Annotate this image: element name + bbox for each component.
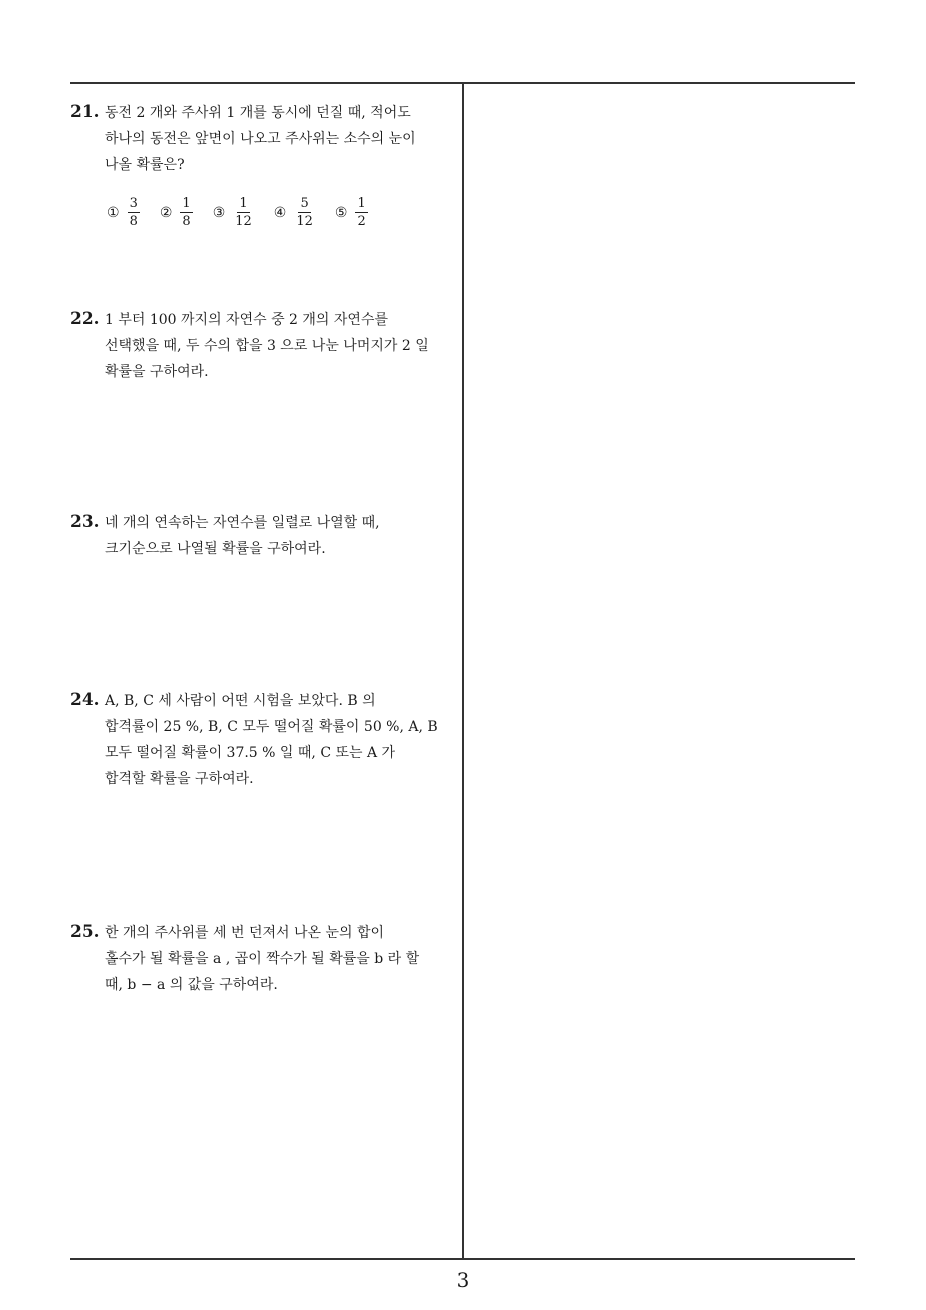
numerator: 3: [129, 196, 138, 211]
denominator: 8: [129, 214, 138, 229]
problem-23: [70, 510, 455, 562]
denominator: 2: [357, 214, 366, 229]
denominator: 12: [235, 214, 252, 229]
choice-mark: ④: [273, 204, 287, 221]
bottom-rule: [70, 1258, 855, 1260]
problem-number: 25.: [70, 922, 100, 942]
problem-text: 1 부터 100 까지의 자연수 중 2 개의 자연수를 선택했을 때, 두 수의 합을 3 으로 나눈 나머지가 2 일 확률을 구하여라.: [105, 312, 429, 380]
problem-text: 네 개의 연속하는 자연수를 일렬로 나열할 때, 크기순으로 나열될 확률을 구하여라.: [105, 515, 380, 557]
denominator: 8: [182, 214, 191, 229]
problem-text: 한 개의 주사위를 세 번 던져서 나온 눈의 합이 홀수가 될 확률을 a , 곱이 짝수가 될 확률을 b 라 할 때, b − a 의 값을 구하여라.: [105, 925, 420, 993]
problem-number: 24.: [70, 690, 100, 710]
fraction: [355, 196, 367, 229]
fraction: [180, 196, 192, 229]
problem-text: 동전 2 개와 주사위 1 개를 동시에 던질 때, 적어도 하나의 동전은 앞면이 나오고 주사위는 소수의 눈이 나올 확률은?: [105, 105, 416, 173]
problem-text: A, B, C 세 사람이 어떤 시험을 보았다. B 의 합격률이 25 %, B, C 모두 떨어질 확률이 50 %, A, B 모두 떨어질 확률이 37.5 % 일 때, C 또는 A 가 합격할 확률을 구하여라.: [105, 693, 438, 787]
problem-24: [70, 688, 455, 792]
choice-mark: ②: [159, 204, 173, 221]
fraction: [128, 196, 140, 229]
fraction: [233, 196, 254, 229]
problem-25: [70, 920, 455, 998]
answer-choices: [107, 196, 455, 229]
problem-21: [70, 100, 455, 229]
problem-number: 21.: [70, 102, 100, 122]
choice-mark: ⑤: [334, 204, 348, 221]
numerator: 5: [300, 196, 309, 211]
choice-mark: ③: [212, 204, 226, 221]
numerator: 1: [357, 196, 366, 211]
problem-number: 22.: [70, 309, 100, 329]
choice-1: [107, 196, 140, 229]
choice-3: [213, 196, 254, 229]
fraction: [294, 196, 315, 229]
choice-5: [335, 196, 368, 229]
problem-22: [70, 307, 455, 385]
page-number: 3: [456, 1268, 470, 1292]
choice-2: [160, 196, 193, 229]
numerator: 1: [182, 196, 191, 211]
numerator: 1: [239, 196, 248, 211]
denominator: 12: [296, 214, 313, 229]
choice-4: [274, 196, 315, 229]
choice-mark: ①: [107, 204, 120, 221]
problem-number: 23.: [70, 512, 100, 532]
column-divider: [462, 82, 464, 1259]
